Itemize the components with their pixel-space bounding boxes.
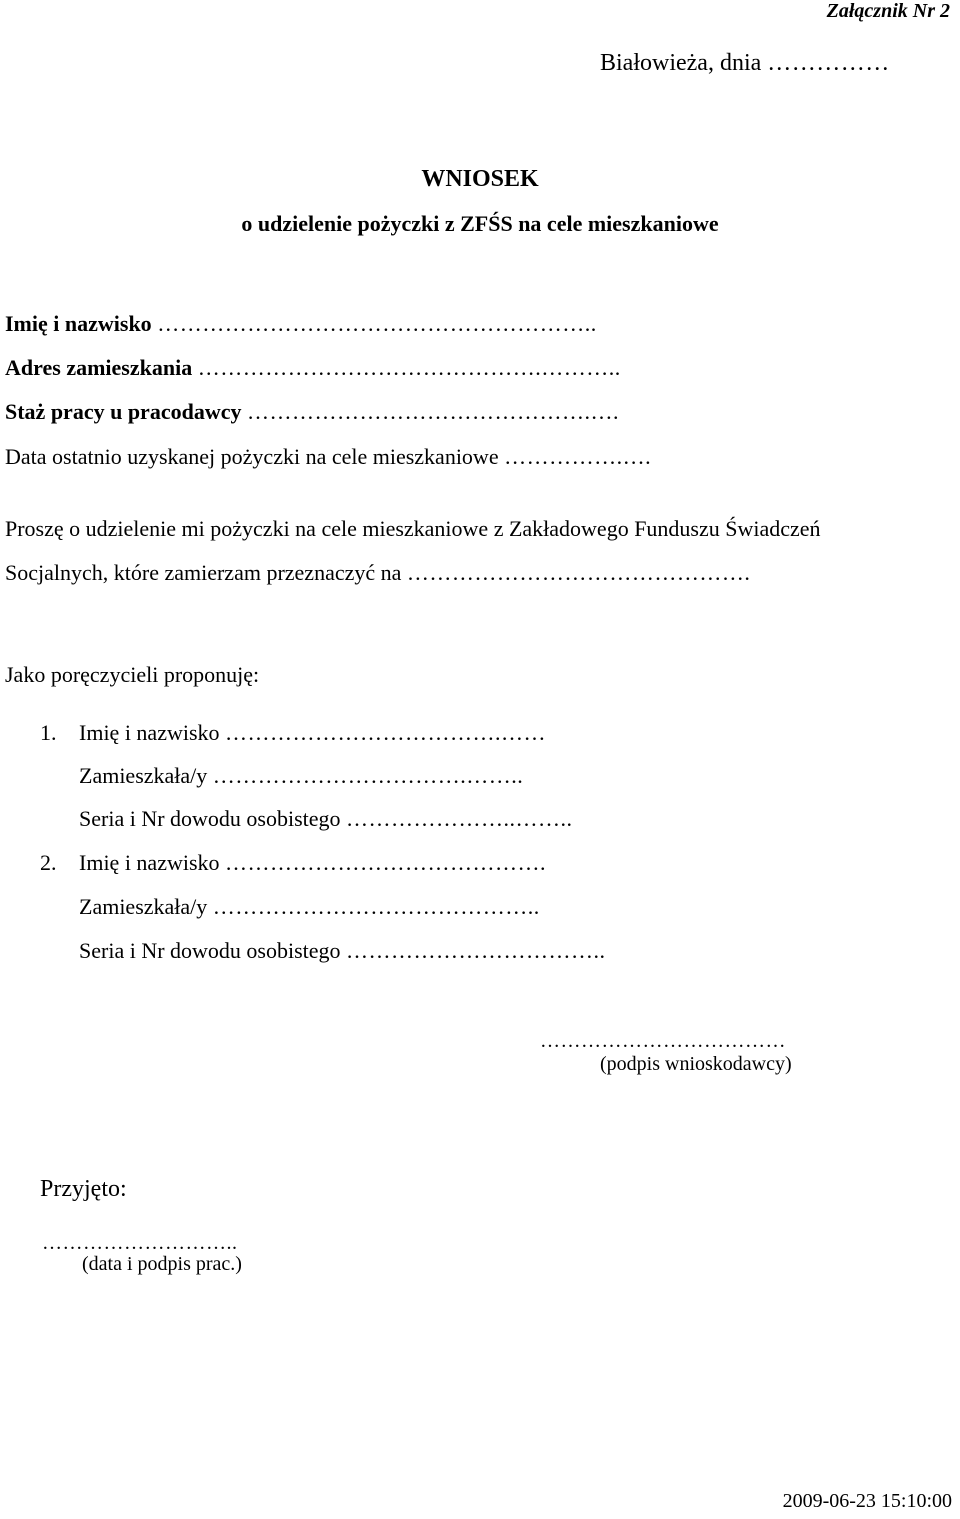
request-line-1: Proszę o udzielenie mi pożyczki na cele mieszkaniowe z Zakładowego Funduszu Świadczeń (5, 516, 821, 541)
signature-blank: ……………………………… (540, 1030, 786, 1052)
field-label: Imię i nazwisko (5, 311, 152, 336)
place-label: Białowieża, dnia (600, 50, 762, 76)
document-subtitle: o udzielenie pożyczki z ZFŚS na cele mieszkaniowe (241, 211, 719, 236)
field-seniority (5, 399, 619, 425)
accepted-label: Przyjęto: (40, 1176, 127, 1202)
guarantor-2-address (79, 894, 540, 920)
guarantors-intro: Jako poręczycieli proponuję: (5, 662, 260, 687)
field-label: Imię i nazwisko (79, 850, 220, 875)
field-label: Imię i nazwisko (79, 720, 220, 745)
annex-label: Załącznik Nr 2 (826, 0, 950, 22)
field-blank: ……………………………………….…. (246, 399, 619, 424)
field-full-name (5, 311, 597, 337)
request-line-2 (5, 560, 750, 586)
purpose-blank: ………………………………………. (406, 560, 751, 585)
field-label: Staż pracy u pracodawcy (5, 399, 242, 424)
field-label: Zamieszkała/y (79, 894, 208, 919)
guarantor-number: 2. (40, 850, 57, 875)
guarantor-1-id (79, 806, 573, 832)
guarantor-2-name (79, 850, 546, 876)
field-label: Seria i Nr dowodu osobistego (79, 806, 341, 831)
place-date-line (600, 50, 890, 77)
guarantor-number: 1. (40, 720, 57, 745)
guarantor-1-name (79, 720, 546, 746)
field-label: Seria i Nr dowodu osobistego (79, 938, 341, 963)
field-blank: ……………………………………. (225, 850, 547, 875)
timestamp: 2009-06-23 15:10:00 (782, 1490, 952, 1512)
field-blank: ………………………………………………….. (157, 311, 597, 336)
field-blank: …………………………………….. (212, 894, 540, 919)
field-blank: …………….…. (504, 444, 652, 469)
field-blank: ……………………………………….……….. (197, 355, 621, 380)
accepted-sub-label: (data i podpis prac.) (82, 1253, 242, 1275)
field-blank: …………………..…….. (346, 806, 573, 831)
field-label: Adres zamieszkania (5, 355, 193, 380)
field-address (5, 355, 621, 381)
field-label: Zamieszkała/y (79, 763, 208, 788)
accepted-blank: ……………………….. (42, 1232, 238, 1254)
field-blank: …………………………….…….. (212, 763, 524, 788)
document-title: WNIOSEK (421, 166, 539, 192)
field-last-loan-date (5, 444, 651, 470)
field-label: Data ostatnio uzyskanej pożyczki na cele mieszkaniowe (5, 444, 499, 469)
date-blank: …………… (767, 50, 890, 76)
guarantor-2-id (79, 938, 606, 964)
signature-label: (podpis wnioskodawcy) (600, 1053, 792, 1075)
request-text: Socjalnych, które zamierzam przeznaczyć na (5, 560, 402, 585)
field-blank: …………………………….. (346, 938, 606, 963)
guarantor-1-address (79, 763, 523, 789)
field-blank: ……………………………….…… (225, 720, 547, 745)
